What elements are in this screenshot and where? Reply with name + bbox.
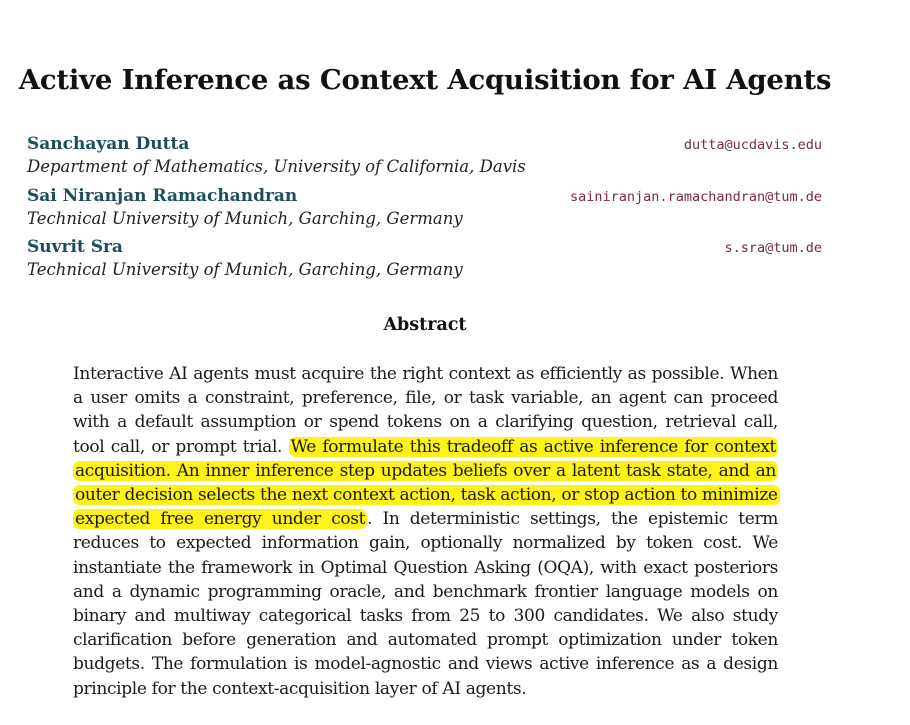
author-name: Sanchayan Dutta [27, 134, 190, 154]
author-affiliation: Department of Mathematics, University of California, Davis [27, 157, 526, 176]
author-email[interactable]: dutta@ucdavis.edu [683, 137, 822, 153]
author-name: Suvrit Sra [27, 237, 123, 257]
author-email[interactable]: s.sra@tum.de [724, 240, 822, 256]
author-email[interactable]: sainiranjan.ramachandran@tum.de [570, 189, 822, 205]
author-affiliation: Technical University of Munich, Garching, Germany [27, 260, 463, 279]
abstract-heading: Abstract [383, 315, 467, 335]
paper-title: Active Inference as Context Acquisition for AI Agents [18, 64, 832, 96]
highlighted-text: We formulate this tradeoff as active inference for context acquisition. An inner inference step updates beliefs over a latent task state, and an outer decision selects the next context action, task action, or stop action to minimize expected free energy under cost [75, 436, 778, 530]
abstract-text [73, 362, 778, 701]
abstract-text-end: . In deterministic settings, the epistemic term reduces to expected information gain, optionally normalized by token cost. We instantiate the framework in Optimal Question Asking (OQA), with exact posteriors and a dynamic programming oracle, and benchmark frontier language models on binary and multiway categorical tasks from 25 to 300 candidates. We also study clarification before generation and automated prompt optimization under token budgets. The formulation is model-agnostic and views active inference as a design principle for the context-acquisition layer of AI agents. [73, 509, 779, 699]
abstract-text-start: Interactive AI agents must acquire the right context as efficiently as possible. When a user omits a constraint, preference, file, or task variable, an agent can proceed with a default assumption or spend tokens on a clarifying question, retrieval call, tool call, or prompt trial. [73, 364, 778, 457]
author-name: Sai Niranjan Ramachandran [27, 186, 298, 206]
author-affiliation: Technical University of Munich, Garching, Germany [27, 209, 463, 228]
